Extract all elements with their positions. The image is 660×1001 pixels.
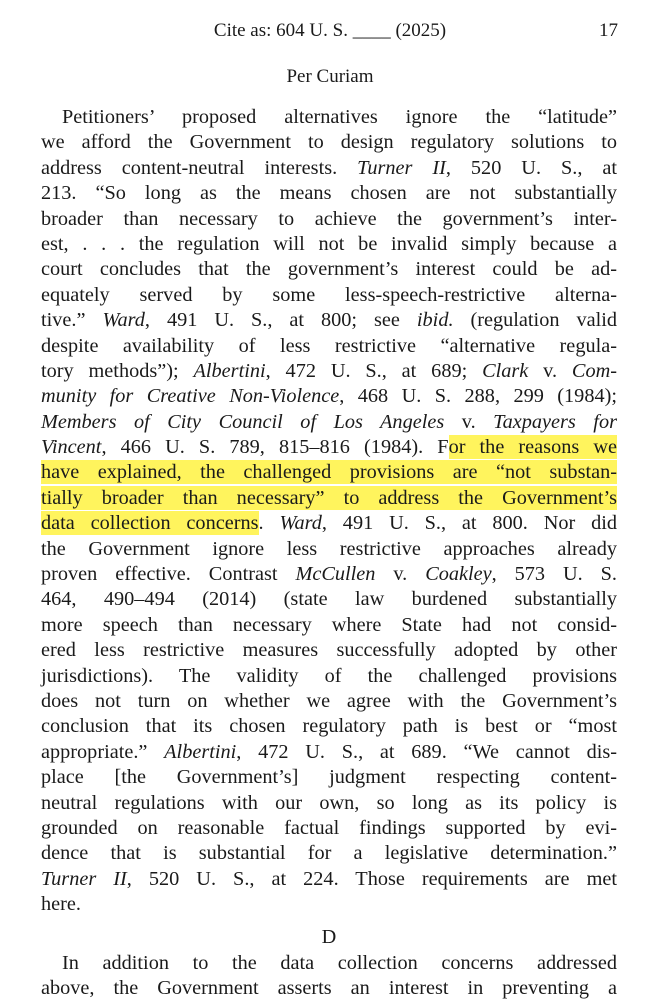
text-run: , 468 U. S. 288, 299 (1984); [339,385,617,407]
text-run: tive.” [41,309,102,331]
text-run: conclusion that its chosen regulatory path is best or “most [41,715,617,737]
highlighted-text: tially broader than necessary” to address the Government’s [41,486,617,510]
text-line [41,410,617,435]
case-citation: ibid. [417,309,454,331]
case-citation: Ward [102,309,144,331]
case-citation: Taxpayers for [493,411,617,433]
text-run: v. [375,563,425,585]
highlighted-text: data collection concerns [41,511,259,535]
text-run: neutral regulations with our own, so long as its policy is [41,792,617,814]
text-line [41,283,617,308]
case-citation: Com- [572,360,617,382]
text-run: ered less restrictive measures successfully adopted by other [41,639,617,661]
text-line [41,664,617,689]
text-run: , 520 U. S., at 224. Those requirements are met [127,868,617,890]
text-line [41,841,617,866]
subsection-heading: D [41,918,617,951]
text-run: 464, 490–494 (2014) (state law burdened substantially [41,588,617,610]
text-line [41,511,617,536]
text-run: , 573 U. S. [492,563,617,585]
case-citation: Clark [482,360,528,382]
text-line [41,207,617,232]
section-label: Per Curiam [0,66,660,88]
case-citation: Albertini [194,360,266,382]
text-run: , 491 U. S., at 800. Nor did [322,512,617,534]
case-citation: Ward [279,512,321,534]
text-line [41,976,617,1001]
text-line [41,740,617,765]
case-citation: Turner II [357,157,446,179]
text-line [41,460,617,485]
text-run: In addition to the data collection concerns addressed [62,952,617,974]
text-run: we afford the Government to design regulatory solutions to [41,131,617,153]
text-line [41,105,617,130]
text-line [41,384,617,409]
text-run: here. [41,893,81,915]
text-run: broader than necessary to achieve the government’s inter- [41,208,617,230]
case-citation: Albertini [164,741,236,763]
text-line [41,486,617,511]
page-number: 17 [599,20,618,42]
text-line [41,689,617,714]
text-line [41,714,617,739]
text-run: , 472 U. S., at 689; [266,360,482,382]
text-line [41,892,617,917]
text-line [41,791,617,816]
text-run: , 472 U. S., at 689. “We cannot dis- [236,741,617,763]
text-run: , 491 U. S., at 800; see [145,309,417,331]
case-citation: Members of City Council of Los Angeles [41,411,444,433]
text-run: , 520 U. S., at [446,157,617,179]
text-line [41,334,617,359]
text-line [41,638,617,663]
text-line [41,156,617,181]
highlighted-text: or the reasons we [449,435,617,459]
text-run: more speech than necessary where State had not consid- [41,614,617,636]
text-line [41,130,617,155]
text-line [41,537,617,562]
text-line [41,181,617,206]
text-run: place [the Government’s] judgment respecting content- [41,766,617,788]
text-line [41,867,617,892]
text-run: the Government ignore less restrictive approaches already [41,538,617,560]
text-run: v. [528,360,572,382]
text-run: grounded on reasonable factual findings supported by evi- [41,817,617,839]
text-run: above, the Government asserts an interest in preventing a [41,977,617,999]
text-run: court concludes that the government’s interest could be ad- [41,258,617,280]
text-run: jurisdictions). The validity of the challenged provisions [41,665,617,687]
text-run: tory methods”); [41,360,194,382]
text-run: address content-neutral interests. [41,157,357,179]
text-line [41,816,617,841]
text-run: 213. “So long as the means chosen are not substantially [41,182,617,204]
text-line [41,359,617,384]
text-line [41,587,617,612]
text-line [41,562,617,587]
text-run: appropriate.” [41,741,164,763]
text-line [41,951,617,976]
case-citation: Coakley [425,563,491,585]
paragraph [41,105,617,918]
text-run: dence that is substantial for a legislative determination.” [41,842,617,864]
text-run: est, . . . the regulation will not be invalid simply because a [41,233,617,255]
text-run: v. [444,411,493,433]
case-citation: Turner II [41,868,127,890]
text-line [41,257,617,282]
text-run: . [259,512,280,534]
text-run: despite availability of less restrictive “alternative regula- [41,335,617,357]
text-line [41,308,617,333]
text-line [41,435,617,460]
text-line [41,232,617,257]
text-run: , 466 U. S. 789, 815–816 (1984). F [101,436,448,458]
paragraph [41,951,617,1001]
text-run: Petitioners’ proposed alternatives ignore the “latitude” [62,106,617,128]
case-citation: McCullen [295,563,375,585]
text-line [41,613,617,638]
text-run: proven effective. Contrast [41,563,295,585]
text-run: (regulation valid [454,309,617,331]
highlighted-text: have explained, the challenged provisions are “not substan- [41,460,617,484]
text-line [41,765,617,790]
text-run: does not turn on whether we agree with the Government’s [41,690,617,712]
opinion-body [41,105,617,1001]
case-citation: Vincent [41,436,101,458]
case-citation: munity for Creative Non-Violence [41,385,339,407]
text-run: equately served by some less-speech-restrictive alterna- [41,284,617,306]
citation-header: Cite as: 604 U. S. ____ (2025) [0,20,660,42]
